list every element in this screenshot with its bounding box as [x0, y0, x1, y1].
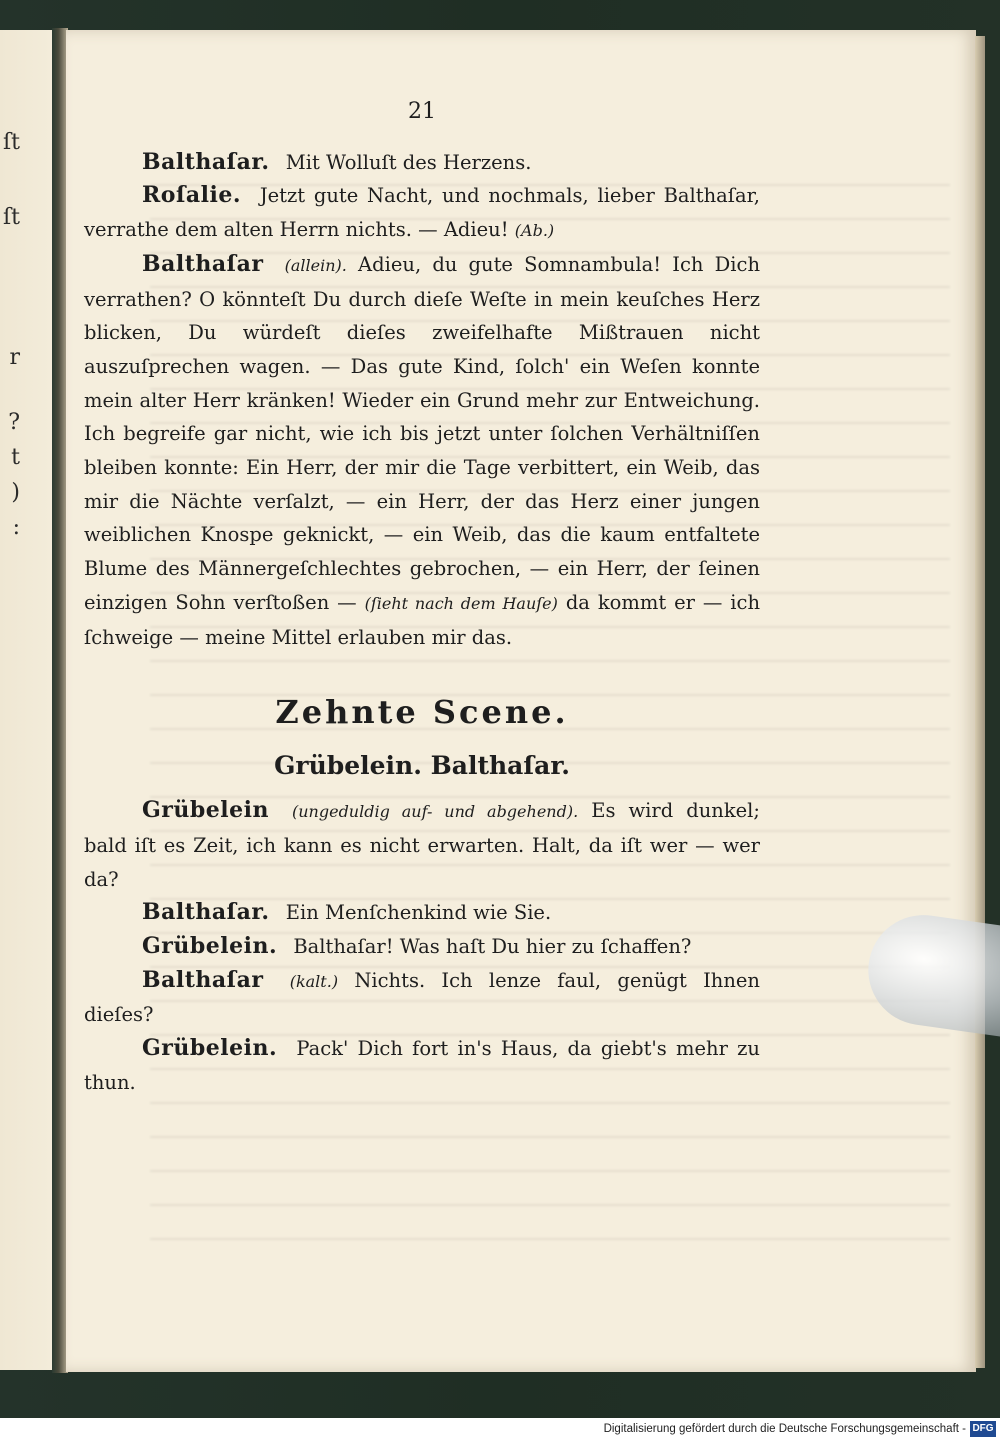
dialogue-line — [84, 146, 760, 180]
dialogue-line — [84, 179, 760, 247]
speaker-name: Grübelein. — [142, 1035, 278, 1062]
dialogue-line — [84, 896, 760, 930]
speaker-name: Grübelein. — [142, 933, 278, 960]
dfg-logo: DFG — [970, 1421, 996, 1437]
speaker-name: Balthaſar — [142, 250, 264, 277]
left-page-fragment: ) — [11, 480, 20, 505]
dialogue-text: Pack' Dich fort in's Haus, da giebt's mehr zu thun. — [84, 1037, 760, 1094]
dialogue-text: Es wird dunkel; bald iſt es Zeit, ich kann es nicht erwarten. Halt, da iſt wer — wer da? — [84, 799, 760, 891]
left-page-fragment: ? — [8, 410, 20, 435]
dialogue-text: Adieu, du gute Somnambula! Ich Dich verrathen? O könnteſt Du durch dieſe Weſte in mein keuſches Herz blicken, Du würdeſt dieſes zweifelhafte Mißtrauen nicht auszuſprechen wagen. — Das gute Kind, ſolch' ein Weſen konnte mein alter Herr kränken! Wieder ein Grund mehr zur Entweichung. Ich begreife gar nicht, wie ich bis jetzt unter ſolchen Verhältniſſen bleiben konnte: Ein Herr, der mir die Tage verbittert, ein Weib, das mir die Nächte verſalzt, — ein Herr, der das Herz einer jungen weiblichen Knospe geknickt, — ein Weib, das die kaum entfaltete Blume des Männergeſchlechtes gebrochen, — ein Herr, der ſeinen einzigen Sohn verſtoßen — — [84, 252, 761, 614]
dialogue-text: Nichts. Ich lenze faul, genügt Ihnen dieſes? — [84, 968, 760, 1027]
dialogue-line — [84, 794, 760, 896]
left-page-edge — [0, 30, 54, 1370]
stage-direction: (ungeduldig auf- und abgehend). — [292, 802, 579, 822]
left-page-fragment: ſt — [3, 205, 20, 230]
left-page-fragment: t — [11, 445, 20, 470]
stage-direction: (ſieht nach dem Hauſe) — [364, 593, 558, 613]
speaker-name: Roſalie. — [142, 182, 242, 209]
dialogue-line — [84, 930, 760, 964]
speaker-name: Balthaſar. — [142, 148, 270, 175]
dialogue-text: Jetzt gute Nacht, und nochmals, lieber Balthaſar, verrathe dem alten Herrn nichts. — Adieu! — [84, 184, 761, 242]
dialogue-line — [84, 248, 760, 654]
dialogue-text: Balthaſar! Was haſt Du hier zu ſchaffen? — [293, 935, 692, 959]
stage-direction: (kalt.) — [289, 971, 339, 991]
dialogue-line — [84, 964, 760, 1032]
left-page-fragment: ſt — [3, 130, 20, 155]
scene-heading: Zehnte Scene. — [275, 693, 569, 732]
stage-direction: (allein). — [284, 255, 347, 275]
left-page-fragment: : — [12, 515, 20, 540]
dialogue-text: da kommt er — ich ſchweige — meine Mittel erlauben mir das. — [84, 590, 761, 649]
dialogue-line — [84, 1032, 760, 1099]
dialogue-text: Mit Wolluſt des Herzens. — [285, 150, 532, 174]
page-number: 21 — [408, 99, 436, 124]
speaker-name: Grübelein — [142, 797, 269, 824]
page-text — [84, 95, 760, 1100]
speaker-name: Balthaſar. — [142, 899, 270, 926]
dialogue-text: Ein Menſchenkind wie Sie. — [285, 901, 552, 925]
left-page-fragment: r — [9, 345, 20, 370]
stage-direction: (Ab.) — [514, 221, 555, 241]
cast-list: Grübelein. Balthaſar. — [274, 751, 570, 781]
speaker-name: Balthaſar — [142, 966, 264, 993]
footer-credit: Digitalisierung gefördert durch die Deutsche Forschungsgemeinschaft - — [603, 1423, 966, 1435]
page-edge — [975, 36, 985, 1368]
